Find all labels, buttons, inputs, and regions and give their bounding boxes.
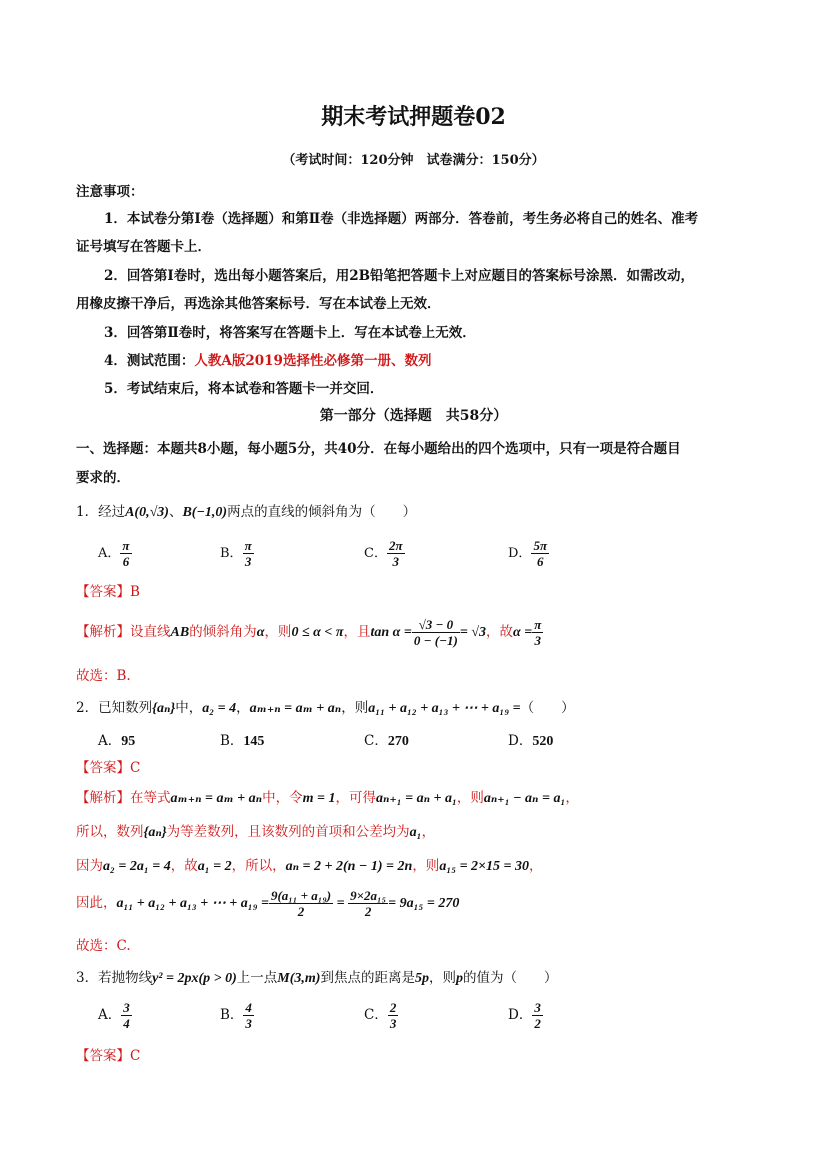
analysis-text: 因此， (76, 895, 117, 911)
math: a₁ (409, 825, 422, 840)
q2-analysis-line-2 (76, 820, 435, 841)
option-letter: B． (220, 733, 244, 749)
math-tan: tan α = (370, 625, 412, 640)
option-value: 520 (532, 734, 554, 749)
analysis-text: ，则 (412, 858, 440, 874)
q2-text: ，则 (341, 700, 369, 716)
math-fraction (532, 617, 543, 648)
math: = 9a₁₅ = 270 (388, 896, 460, 911)
q1-analysis (76, 617, 543, 648)
notice-item-4 (104, 349, 431, 369)
analysis-text: 因为 (76, 858, 103, 874)
notice-item-5: 5．考试结束后，将本试卷和答题卡一并交回． (104, 381, 384, 397)
math: a₁₅ = 2×15 = 30 (439, 859, 530, 874)
frac-num: 9(a₁₁ + a₁₉) (270, 888, 332, 903)
answer-tag: 【答案】 (76, 1048, 130, 1064)
exam-info: （考试时间：120分钟 试卷满分：150分） (282, 153, 545, 168)
option-fraction (387, 538, 405, 569)
frac-den: 3 (244, 554, 252, 569)
q3-text: 的值为（ ） (462, 970, 558, 986)
frac-den: 3 (245, 1016, 252, 1031)
math: m = 1 (302, 791, 336, 806)
section-title: 第一部分（选择题 共58分） (319, 408, 508, 424)
analysis-tag: 【解析】 (76, 624, 130, 640)
q3-text: ，则 (428, 970, 456, 986)
option-value: 95 (121, 734, 136, 749)
analysis-text: ，故 (486, 624, 513, 640)
frac-num: π (244, 538, 252, 553)
frac-num: 4 (245, 1000, 252, 1015)
math-eq: = √3 (459, 625, 486, 640)
math-fraction (348, 888, 388, 919)
frac-num: 2 (389, 1000, 397, 1015)
q2-analysis-line-4 (76, 888, 459, 919)
frac-den: 6 (536, 554, 544, 569)
part1-intro-cont: 要求的． (76, 470, 130, 486)
analysis-text: ， (565, 790, 579, 806)
option-letter: C． (364, 1007, 388, 1023)
option-fraction (531, 538, 549, 569)
q1-answer (76, 580, 140, 600)
option-fraction (243, 1000, 254, 1031)
frac-num: 2π (388, 538, 403, 553)
q3-text: 到焦点的距离是 (320, 970, 415, 986)
math-fraction (269, 888, 333, 919)
math: {aₙ} (143, 825, 167, 840)
option-letter: C． (364, 546, 387, 561)
q2-text: （ ） (520, 700, 575, 716)
q2-analysis-line-1 (76, 786, 579, 807)
analysis-text: ， (529, 858, 543, 874)
q1-text-b: 两点的直线的倾斜角为（ ） (227, 504, 417, 520)
analysis-text: ，故 (170, 858, 198, 874)
q1-option-a (98, 538, 132, 569)
q1-sep: 、 (168, 504, 183, 520)
analysis-text: 中，令 (262, 790, 303, 806)
option-fraction (532, 1000, 543, 1031)
analysis-text: ，则 (456, 790, 484, 806)
q2-seq: {aₙ} (152, 701, 176, 716)
math: aₙ = 2 + 2(n − 1) = 2n (285, 859, 413, 874)
math: aₙ₊₁ = aₙ + a₁ (375, 791, 457, 806)
analysis-tag: 【解析】 (76, 790, 130, 806)
answer-value: C (130, 760, 141, 776)
question-3-stem (76, 966, 557, 987)
option-letter: D． (508, 733, 533, 749)
frac-num: π (122, 538, 130, 553)
part1-intro: 一、选择题：本题共8小题，每小题5分，共40分．在每小题给出的四个选项中，只有一项是符合题目 (76, 441, 681, 457)
q3-text: 3．若抛物线 (76, 970, 153, 986)
q2-sum: a₁₁ + a₁₂ + a₁₃ + ⋯ + a₁₉ = (368, 701, 521, 716)
answer-value: C (130, 1048, 141, 1064)
analysis-text: 所以，数列 (76, 824, 144, 840)
frac-num: 3 (123, 1000, 130, 1015)
q2-option-c (364, 729, 409, 750)
q2-text: ， (236, 700, 250, 716)
q1-text-a: 1．经过 (76, 504, 126, 520)
analysis-text: 设直线 (130, 624, 171, 640)
analysis-text: ，且 (343, 624, 371, 640)
frac-den: 3 (389, 1016, 397, 1031)
option-fraction (121, 1000, 132, 1031)
math: aₘ₊ₙ = aₘ + aₙ (170, 791, 263, 806)
math: a₁₁ + a₁₂ + a₁₃ + ⋯ + a₁₉ = (116, 896, 269, 911)
option-fraction (243, 538, 254, 569)
page-title: 期末考试押题卷02 (321, 104, 506, 130)
option-letter: D． (508, 1007, 533, 1023)
math-fraction (412, 617, 460, 648)
q2-text: 中， (175, 700, 203, 716)
math-range: 0 ≤ α < π (291, 625, 344, 640)
frac-den: 2 (534, 1016, 541, 1031)
q3-answer (76, 1044, 140, 1064)
option-letter: B． (220, 1007, 244, 1023)
math: a₂ = 2a₁ = 4 (103, 859, 171, 874)
q1-option-d (508, 538, 549, 569)
math: a₁ = 2 (197, 859, 232, 874)
q2-answer (76, 756, 140, 776)
frac-num: 3 (534, 1000, 541, 1015)
q3-option-a (98, 1000, 132, 1031)
frac-num: √3 − 0 (412, 617, 460, 633)
option-letter: D． (508, 546, 532, 561)
test-scope: 人教A版2019选择性必修第一册、数列 (194, 353, 432, 369)
answer-tag: 【答案】 (76, 760, 130, 776)
frac-den: 6 (122, 554, 130, 569)
q2-option-a (98, 729, 135, 750)
question-2-stem (76, 696, 575, 717)
notice-item-3: 3．回答第Ⅱ卷时，将答案写在答题卡上．写在本试卷上无效． (104, 325, 476, 341)
frac-den: 3 (534, 633, 542, 648)
math-alpha: α (256, 625, 265, 640)
q3-parabola: y² = 2px(p > 0) (152, 971, 237, 986)
q1-point-a: A(0,√3) (125, 505, 169, 520)
option-letter: A． (98, 546, 121, 561)
frac-num: 9×2a₁₅ (350, 888, 387, 903)
option-value: 145 (243, 734, 265, 749)
answer-value: B (130, 584, 140, 600)
q1-option-c (364, 538, 405, 569)
analysis-text: ，则 (264, 624, 292, 640)
frac-den: 2 (297, 904, 305, 919)
frac-num: π (534, 617, 542, 632)
notice-heading: 注意事项： (76, 184, 144, 200)
q2-option-b (220, 729, 264, 750)
q3-dist: 5p (414, 971, 429, 986)
q3-option-d (508, 1000, 543, 1031)
option-letter: C． (364, 733, 388, 749)
notice-item-2: 2．回答第Ⅰ卷时，选出每小题答案后，用2B铅笔把答题卡上对应题目的答案标号涂黑．如需改动， (104, 268, 695, 284)
q2-analysis-line-3 (76, 854, 543, 875)
notice-item-1-cont: 证号填写在答题卡上． (76, 239, 211, 255)
q3-point: M(3,m) (277, 971, 321, 986)
frac-den: 4 (123, 1016, 130, 1031)
analysis-text: 为等差数列，且该数列的首项和公差均为 (166, 824, 410, 840)
math: aₙ₊₁ − aₙ = a₁ (483, 791, 566, 806)
q1-choose: 故选：B. (76, 668, 131, 684)
frac-den: 2 (364, 904, 372, 919)
option-fraction (120, 538, 131, 569)
analysis-text: ，可得 (335, 790, 376, 806)
answer-tag: 【答案】 (76, 584, 130, 600)
q2-option-d (508, 729, 553, 750)
q2-cond1: a₂ = 4 (202, 701, 237, 716)
option-letter: A． (98, 733, 122, 749)
q3-p: p (455, 971, 463, 986)
option-letter: B． (220, 546, 243, 561)
q2-cond2: aₘ₊ₙ = aₘ + aₙ (249, 701, 342, 716)
notice-item-4-label: 4．测试范围： (104, 353, 195, 369)
q1-point-b: B(−1,0) (182, 505, 228, 520)
notice-item-2-cont: 用橡皮擦干净后，再选涂其他答案标号．写在本试卷上无效． (76, 296, 441, 312)
frac-den: 0 − (−1) (413, 633, 458, 648)
question-1-stem (76, 500, 416, 521)
option-fraction (388, 1000, 399, 1031)
option-letter: A． (98, 1007, 122, 1023)
q3-text: 上一点 (236, 970, 278, 986)
option-value: 270 (387, 734, 409, 749)
math-ab: AB (170, 625, 190, 640)
q1-option-b (220, 538, 254, 569)
analysis-text: 在等式 (130, 790, 171, 806)
frac-den: 3 (392, 554, 399, 569)
q2-text: 2．已知数列 (76, 700, 153, 716)
math-result: α = (513, 625, 533, 640)
analysis-text: ，所以， (231, 858, 286, 874)
q2-choose: 故选：C. (76, 938, 131, 954)
q3-option-b (220, 1000, 254, 1031)
q3-option-c (364, 1000, 398, 1031)
frac-num: 5π (533, 538, 548, 553)
analysis-text: 的倾斜角为 (189, 624, 257, 640)
notice-item-1: 1．本试卷分第Ⅰ卷（选择题）和第Ⅱ卷（非选择题）两部分．答卷前，考生务必将自己的姓名、准考 (104, 211, 699, 227)
analysis-text: ， (421, 824, 436, 840)
math: = (333, 896, 349, 911)
